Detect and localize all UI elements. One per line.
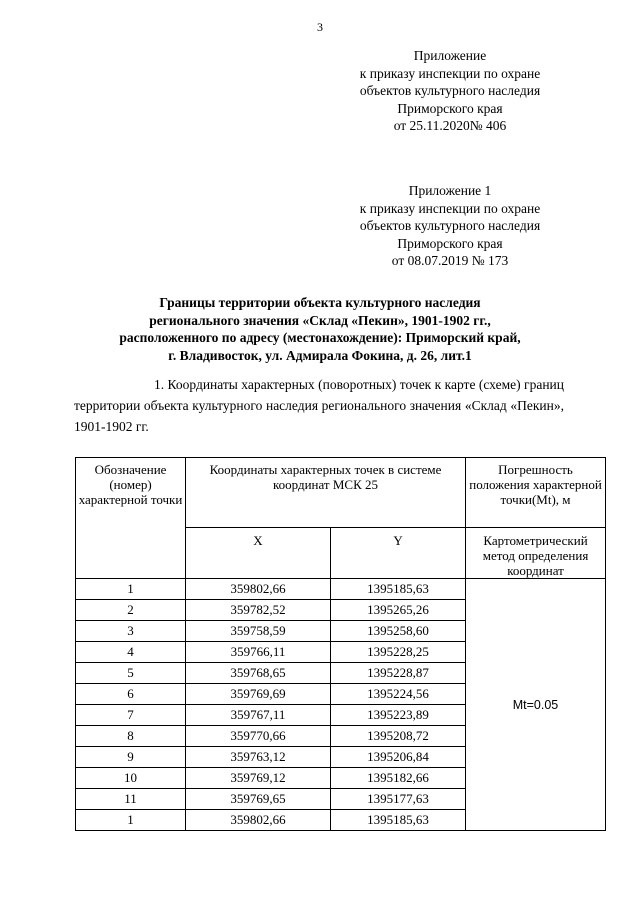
header-accuracy: Погрешность положения характерной точки(Mt), м [466, 458, 606, 528]
coordinate-y: 1395224,56 [331, 684, 466, 705]
header-point-number: Обозначение (номер) характерной точки [76, 458, 186, 579]
title-line: г. Владивосток, ул. Адмирала Фокина, д. 26, лит.1 [168, 347, 472, 363]
document-title [0, 294, 640, 364]
coordinate-y: 1395228,25 [331, 642, 466, 663]
coordinate-y: 1395182,66 [331, 768, 466, 789]
coordinate-x: 359758,59 [186, 621, 331, 642]
paragraph-line: 1. Координаты характерных (поворотных) точек к карте (схеме) границ [154, 377, 564, 392]
coordinate-y: 1395208,72 [331, 726, 466, 747]
coordinate-x: 359769,12 [186, 768, 331, 789]
appendix-line: от 08.07.2019 № 173 [391, 253, 509, 268]
paragraph-line: 1901-1902 гг. [74, 419, 149, 434]
coordinate-y: 1395228,87 [331, 663, 466, 684]
coordinate-x: 359763,12 [186, 747, 331, 768]
title-line: регионального значения «Склад «Пекин», 1901-1902 гг., [149, 312, 491, 328]
point-number: 9 [76, 747, 186, 768]
coordinate-y: 1395223,89 [331, 705, 466, 726]
point-number: 10 [76, 768, 186, 789]
header-x: X [186, 528, 331, 579]
appendix-current-order [340, 47, 560, 135]
coordinate-y: 1395258,60 [331, 621, 466, 642]
coordinate-x: 359770,66 [186, 726, 331, 747]
coordinate-x: 359768,65 [186, 663, 331, 684]
coordinate-x: 359769,65 [186, 789, 331, 810]
coordinates-table [75, 457, 606, 831]
appendix-line: Приложение [413, 48, 487, 63]
coordinate-y: 1395265,26 [331, 600, 466, 621]
appendix-line: объектов культурного наследия [359, 218, 541, 233]
paragraph-line: территории объекта культурного наследия регионального значения «Склад «Пекин», [74, 398, 564, 413]
section-paragraph [74, 374, 564, 437]
coordinate-x: 359802,66 [186, 579, 331, 600]
appendix-original-order [340, 182, 560, 270]
point-number: 2 [76, 600, 186, 621]
point-number: 7 [76, 705, 186, 726]
coordinate-y: 1395185,63 [331, 810, 466, 831]
coordinate-x: 359766,11 [186, 642, 331, 663]
header-y: Y [331, 528, 466, 579]
appendix-line: объектов культурного наследия [359, 83, 541, 98]
method-label: Картометрический метод определения координат [466, 528, 606, 579]
point-number: 1 [76, 579, 186, 600]
appendix-line: Приложение 1 [408, 183, 492, 198]
point-number: 5 [76, 663, 186, 684]
point-number: 3 [76, 621, 186, 642]
table-row [76, 579, 606, 600]
page-number: 3 [317, 20, 323, 34]
coordinate-x: 359767,11 [186, 705, 331, 726]
accuracy-value: Mt=0.05 [466, 579, 606, 831]
point-number: 1 [76, 810, 186, 831]
coordinate-y: 1395185,63 [331, 579, 466, 600]
appendix-line: Приморского края [397, 100, 503, 116]
coordinate-y: 1395206,84 [331, 747, 466, 768]
coordinate-x: 359769,69 [186, 684, 331, 705]
title-line: расположенного по адресу (местонахождение): Приморский край, [119, 330, 521, 345]
point-number: 4 [76, 642, 186, 663]
coordinate-x: 359802,66 [186, 810, 331, 831]
coordinate-y: 1395177,63 [331, 789, 466, 810]
point-number: 8 [76, 726, 186, 747]
appendix-line: Приморского края [397, 235, 503, 251]
appendix-line: к приказу инспекции по охране [359, 65, 541, 81]
appendix-line: к приказу инспекции по охране [359, 200, 541, 216]
point-number: 11 [76, 789, 186, 810]
appendix-line: от 25.11.2020№ 406 [393, 118, 507, 133]
point-number: 6 [76, 684, 186, 705]
title-line: Границы территории объекта культурного наследия [159, 295, 481, 310]
coordinate-x: 359782,52 [186, 600, 331, 621]
header-coordinates: Координаты характерных точек в системе координат МСК 25 [186, 458, 466, 528]
